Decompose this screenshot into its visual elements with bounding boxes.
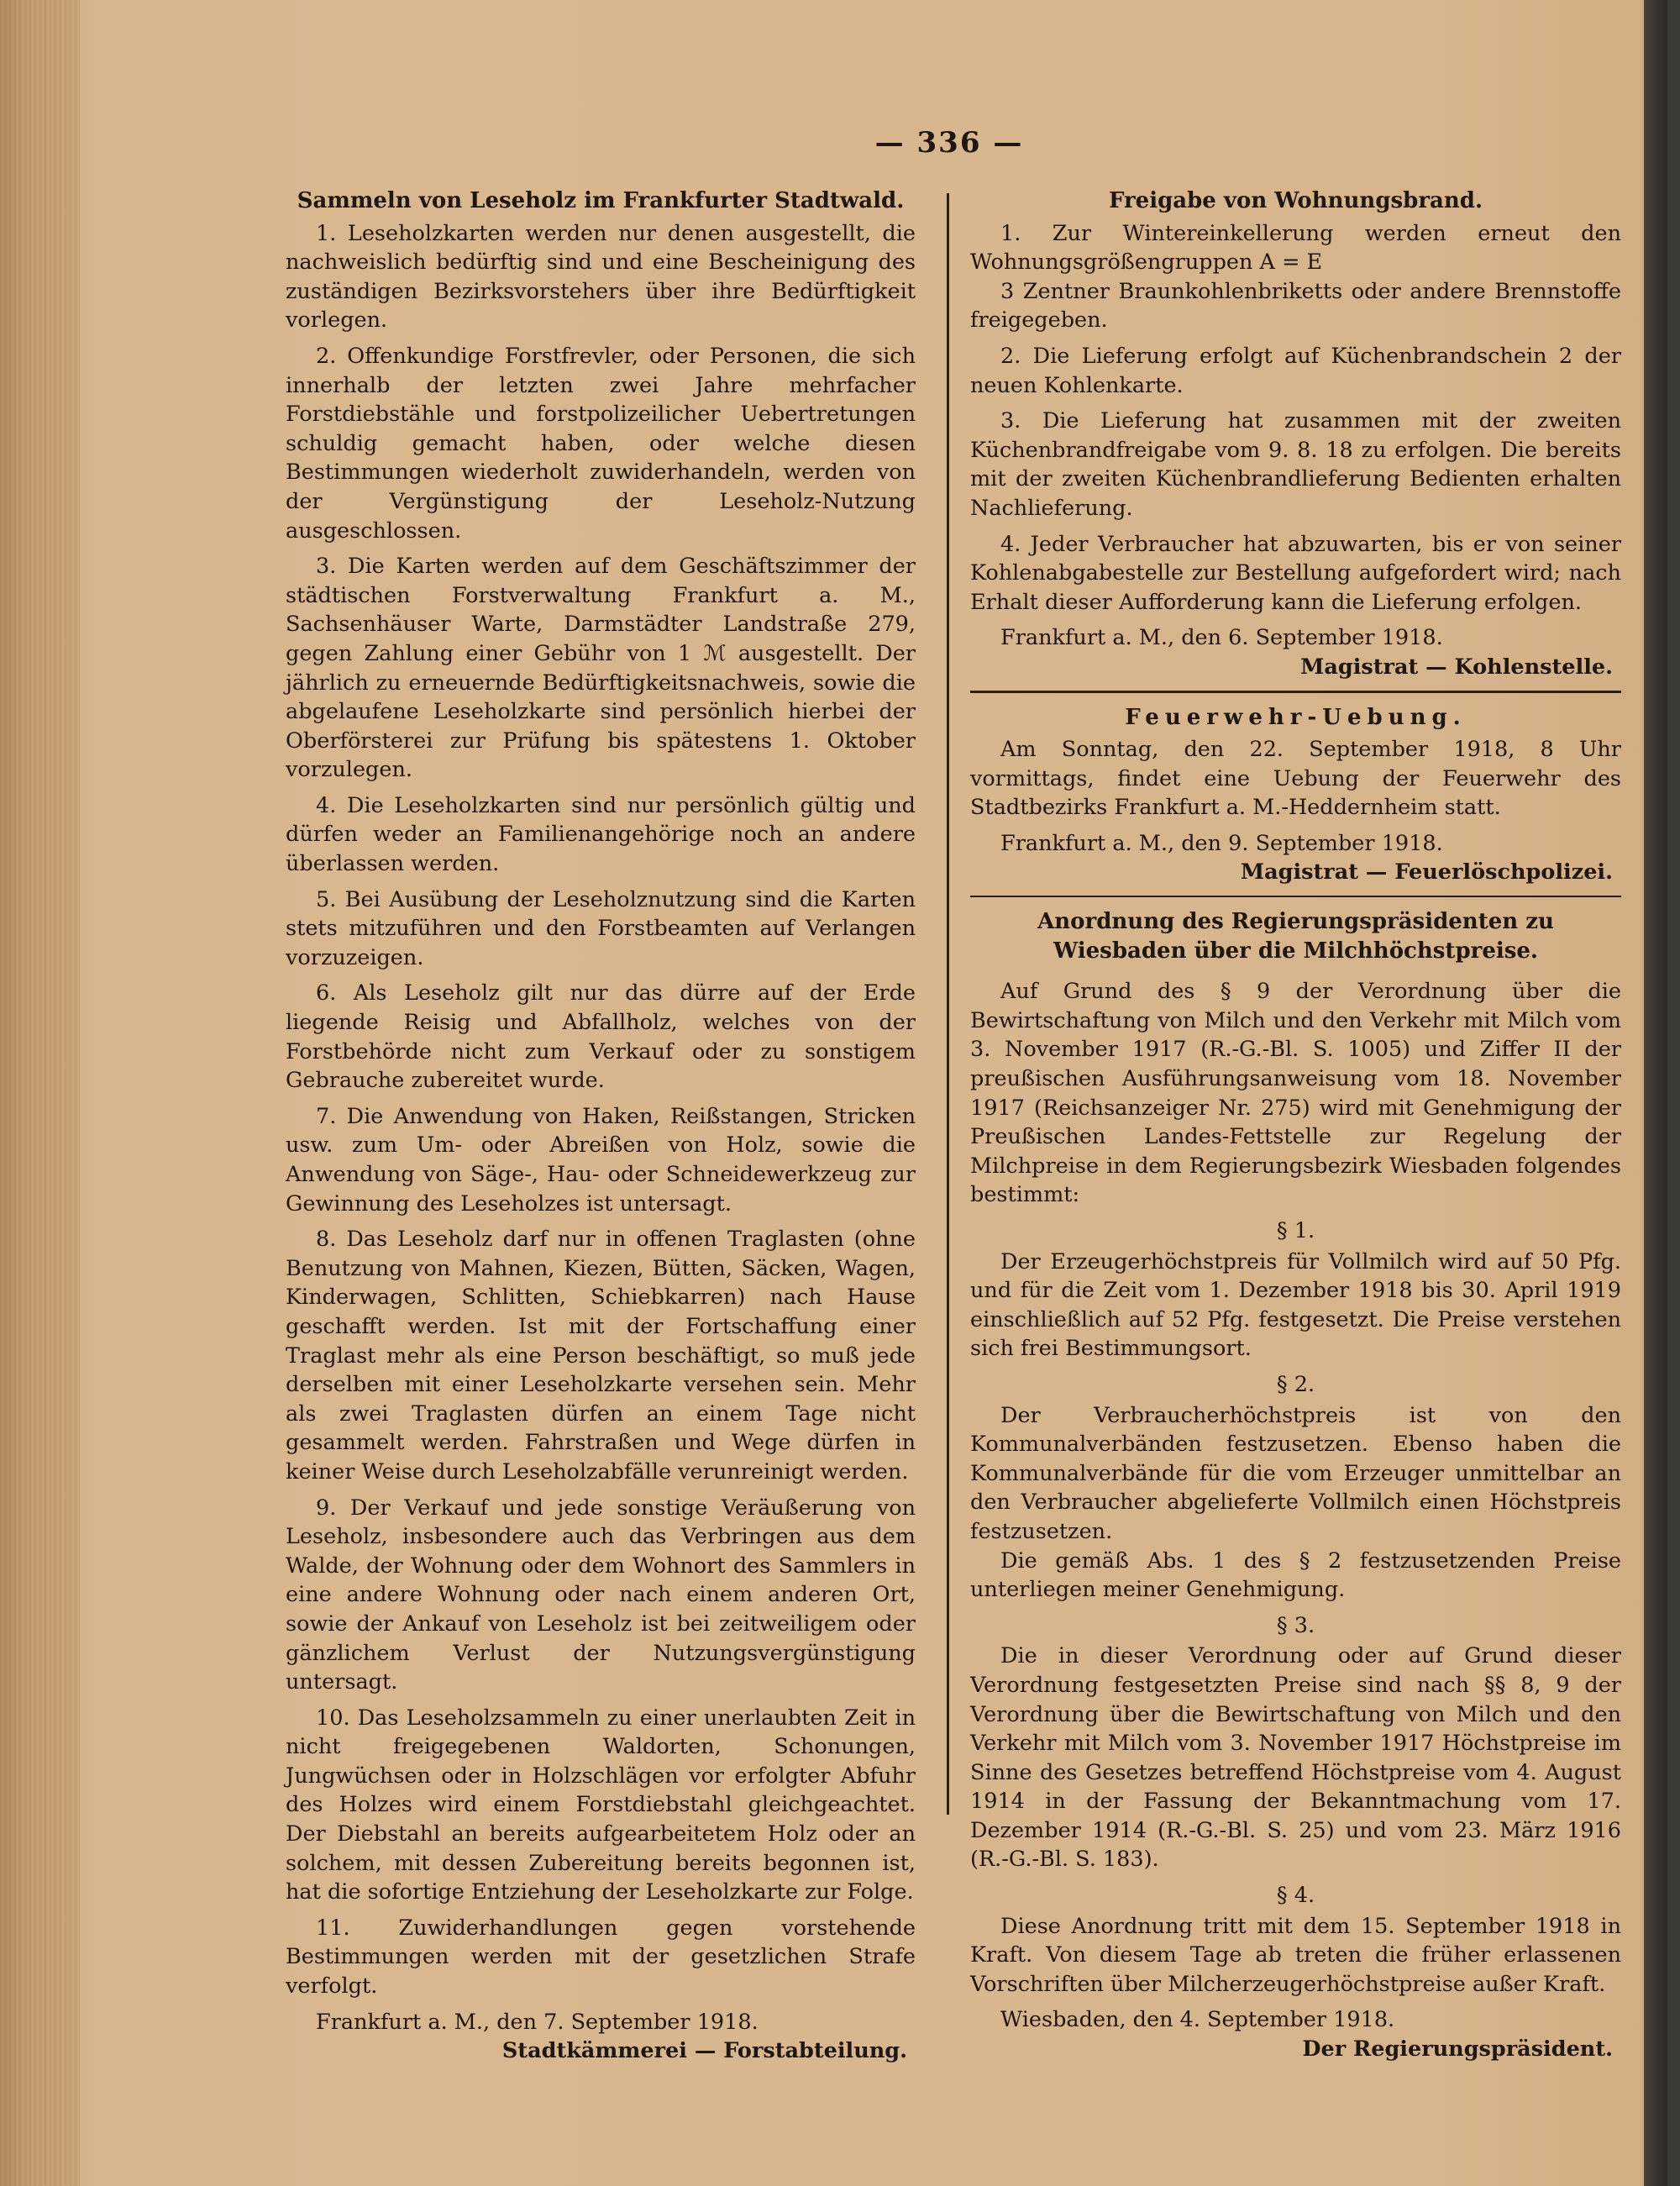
page-stack-edge [0,0,80,2186]
paragraph: 7. Die Anwendung von Haken, Reißstangen, Stricken usw. zum Um- oder Abreißen von Holz, sowie die Anwendung von Säge-, Hau- oder Schneidewerkzeug zur Gewinnung des Leseholzes ist untersagt. [286,1103,916,1216]
section-label: § 3. [1276,1612,1315,1638]
notice1-place-date: Frankfurt a. M., den 6. September 1918. [1000,625,1443,651]
paragraph: 8. Das Leseholz darf nur in offenen Traglasten (ohne Benutzung von Mahnen, Kiezen, Bütten, Säcken, Wagen, Kinderwagen, Schlitten, Schiebkarren) nach Hause geschafft werden. Ist mit der Fortschaffung einer Traglast mehr als eine Person beschäftigt, so muß jede derselben mit einer Leseholzkarte versehen sein. Mehr als zwei Traglasten dürfen an einem Tage nicht gesammelt werden. Fahrstraßen und Wege dürfen in keiner Weise durch Leseholzabfälle verunreinigt werden. [286,1227,916,1484]
notice-milchpreise [970,907,1621,2064]
paragraph: Der Verbraucherhöchstpreis ist von den Kommunalverbänden festzusetzen. Ebenso haben die Kommunalverbände für die vom Erzeuger unmittelbar an den Verbraucher abgelieferte Vollmilch einen Höchstpreis festzusetzen. [970,1402,1621,1544]
paragraph: Auf Grund des § 9 der Verordnung über die Bewirtschaftung von Milch und den Verkehr mit Milch vom 3. November 1917 (R.-G.-Bl. S. 1005) und Ziffer II der preußischen Ausführungsanweisung vom 18. November 1917 (Reichsanzeiger Nr. 275) wird mit Genehmigung der Preußischen Landes-Fettstelle zur Regelung der Milchpreise in dem Regierungsbezirk Wiesbaden folgendes bestimmt: [970,979,1621,1208]
left-column [286,187,916,2074]
book-binding [1644,0,1667,2186]
notice1-title: Freigabe von Wohnungsbrand. [1108,188,1483,213]
paragraph: 4. Die Leseholzkarten sind nur persönlich gültig und dürfen weder an Familienangehörige noch an andere überlassen werden. [286,792,916,877]
paragraph: 11. Zuwiderhandlungen gegen vorstehende Bestimmungen werden mit der gesetzlichen Strafe verfolgt. [286,1915,916,1999]
paragraph: Diese Anordnung tritt mit dem 15. September 1918 in Kraft. Von diesem Tage ab treten die früher erlassenen Vorschriften über Milcherzeugerhöchstpreise außer Kraft. [970,1913,1621,1997]
left-signature: Stadtkämmerei — Forstabteilung. [501,2038,907,2064]
notice2-signature: Magistrat — Feuerlöschpolizei. [1240,859,1613,885]
paragraph: Die in dieser Verordnung oder auf Grund dieser Verordnung festgesetzten Preise sind nach §§ 8, 9 der Verordnung über die Bewirtschaftung von Milch und den Verkehr mit Milch vom 3. November 1917 Höchstpreise im Sinne des Gesetzes betreffend Höchstpreise vom 4. August 1914 in der Fassung der Bekanntmachung vom 17. Dezember 1914 (R.-G.-Bl. S. 25) und vom 23. März 1916 (R.-G.-Bl. S. 183). [970,1643,1621,1873]
paragraph: 2. Offenkundige Forstfrevler, oder Personen, die sich innerhalb der letzten zwei Jahre mehrfacher Forstdiebstähle und forstpolizeilicher Uebertretungen schuldig gemacht haben, oder welche diesen Bestimmungen wiederholt zuwiderhandeln, werden von der Vergünstigung der Leseholz-Nutzung ausgeschlossen. [286,343,916,544]
paragraph: 3. Die Lieferung hat zusammen mit der zweiten Küchenbrandfreigabe vom 9. 8. 18 zu erfolgen. Die bereits mit der zweiten Küchenbrandlieferung Bedienten erhalten Nachlieferung. [970,408,1621,521]
paragraph: Der Erzeugerhöchstpreis für Vollmilch wird auf 50 Pfg. und für die Zeit vom 1. Dezember 1918 bis 30. April 1919 einschließlich auf 52 Pfg. festgesetzt. Die Preise verstehen sich frei Bestimmungsort. [970,1248,1621,1362]
notice1-signature: Magistrat — Kohlenstelle. [1300,654,1613,680]
notice3-signature: Der Regierungspräsident. [1302,2036,1613,2063]
notice2-title: Feuerwehr-Uebung. [1125,704,1467,730]
notice3-place-date: Wiesbaden, den 4. September 1918. [1000,2007,1395,2033]
notice-separator [970,896,1621,897]
section-label: § 2. [1276,1371,1315,1397]
right-column [970,187,1621,2073]
paragraph: 9. Der Verkauf und jede sonstige Veräußerung von Leseholz, insbesondere auch das Verbringen aus dem Walde, der Wohnung oder dem Wohnort des Sammlers in eine andere Wohnung oder nach einem anderen Ort, sowie der Ankauf von Leseholz ist bei zeitweiligem oder gänzlichem Verlust der Nutzungsvergünstigung untersagt. [286,1495,916,1695]
paragraph: 5. Bei Ausübung der Leseholznutzung sind die Karten stets mitzuführen und den Forstbeamten auf Verlangen vorzuzeigen. [286,886,916,970]
notice-separator [970,691,1621,693]
section-label: § 1. [1276,1218,1315,1243]
left-place-date: Frankfurt a. M., den 7. September 1918. [316,2009,759,2035]
column-divider [947,193,949,1815]
paragraph: 10. Das Leseholzsammeln zu einer unerlaubten Zeit in nicht freigegebenen Waldorten, Schonungen, Jungwüchsen oder in Holzschlägen vor erfolgter Abfuhr des Holzes wird einem Forstdiebstahl gleichgeachtet. Der Diebstahl an bereits aufgearbeitetem Holz oder an solchem, mit dessen Zubereitung bereits begonnen ist, hat die sofortige Entziehung der Leseholzkarte zur Folge. [286,1705,916,1905]
notice3-title: Anordnung des Regierungspräsidenten zu Wiesbaden über die Milchhöchstpreise. [1037,909,1554,964]
paragraph: Am Sonntag, den 22. September 1918, 8 Uhr vormittags, findet eine Uebung der Feuerwehr des Stadtbezirks Frankfurt a. M.-Heddernheim statt. [970,737,1621,821]
paragraph: 1. Leseholzkarten werden nur denen ausgestellt, die nachweislich bedürftig sind und eine Bescheinigung des zuständigen Bezirksvorstehers über ihre Bedürftigkeit vorlegen. [286,220,916,334]
notice-feuerwehr [970,703,1621,888]
notice-wohnungsbrand [970,187,1621,682]
paragraph: 3. Die Karten werden auf dem Geschäftszimmer der städtischen Forstverwaltung Frankfurt a. M., Sachsenhäuser Warte, Darmstädter Landstraße 279, gegen Zahlung einer Gebühr von 1 ℳ ausgestellt. Der jährlich zu erneuernde Bedürftigkeitsnachweis, sowie die abgelaufene Leseholzkarte sind persönlich hierbei der Oberförsterei zur Prüfung bis spätestens 1. Oktober vorzulegen. [286,554,916,783]
left-title: Sammeln von Leseholz im Frankfurter Stadtwald. [297,188,905,213]
page-number: — 336 — [874,126,1024,160]
paragraph: 1. Zur Wintereinkellerung werden erneut den Wohnungsgrößengruppen A = E [970,220,1621,276]
paragraph: 2. Die Lieferung erfolgt auf Küchenbrandschein 2 der neuen Kohlenkarte. [970,343,1621,398]
paragraph: 6. Als Leseholz gilt nur das dürre auf der Erde liegende Reisig und Abfallholz, welches von der Forstbehörde nicht zum Verkauf oder zu sonstigem Gebrauche zubereitet wurde. [286,980,916,1094]
paragraph: 4. Jeder Verbraucher hat abzuwarten, bis er von seiner Kohlenabgabestelle zur Bestellung aufgefordert wird; nach Erhalt dieser Aufforderung kann die Lieferung erfolgen. [970,531,1621,615]
section-label: § 4. [1276,1883,1315,1909]
paragraph: 3 Zentner Braunkohlenbriketts oder andere Brennstoffe freigegeben. [970,278,1621,334]
notice2-place-date: Frankfurt a. M., den 9. September 1918. [1000,830,1443,856]
paragraph: Die gemäß Abs. 1 des § 2 festzusetzenden Preise unterliegen meiner Genehmigung. [970,1548,1621,1603]
